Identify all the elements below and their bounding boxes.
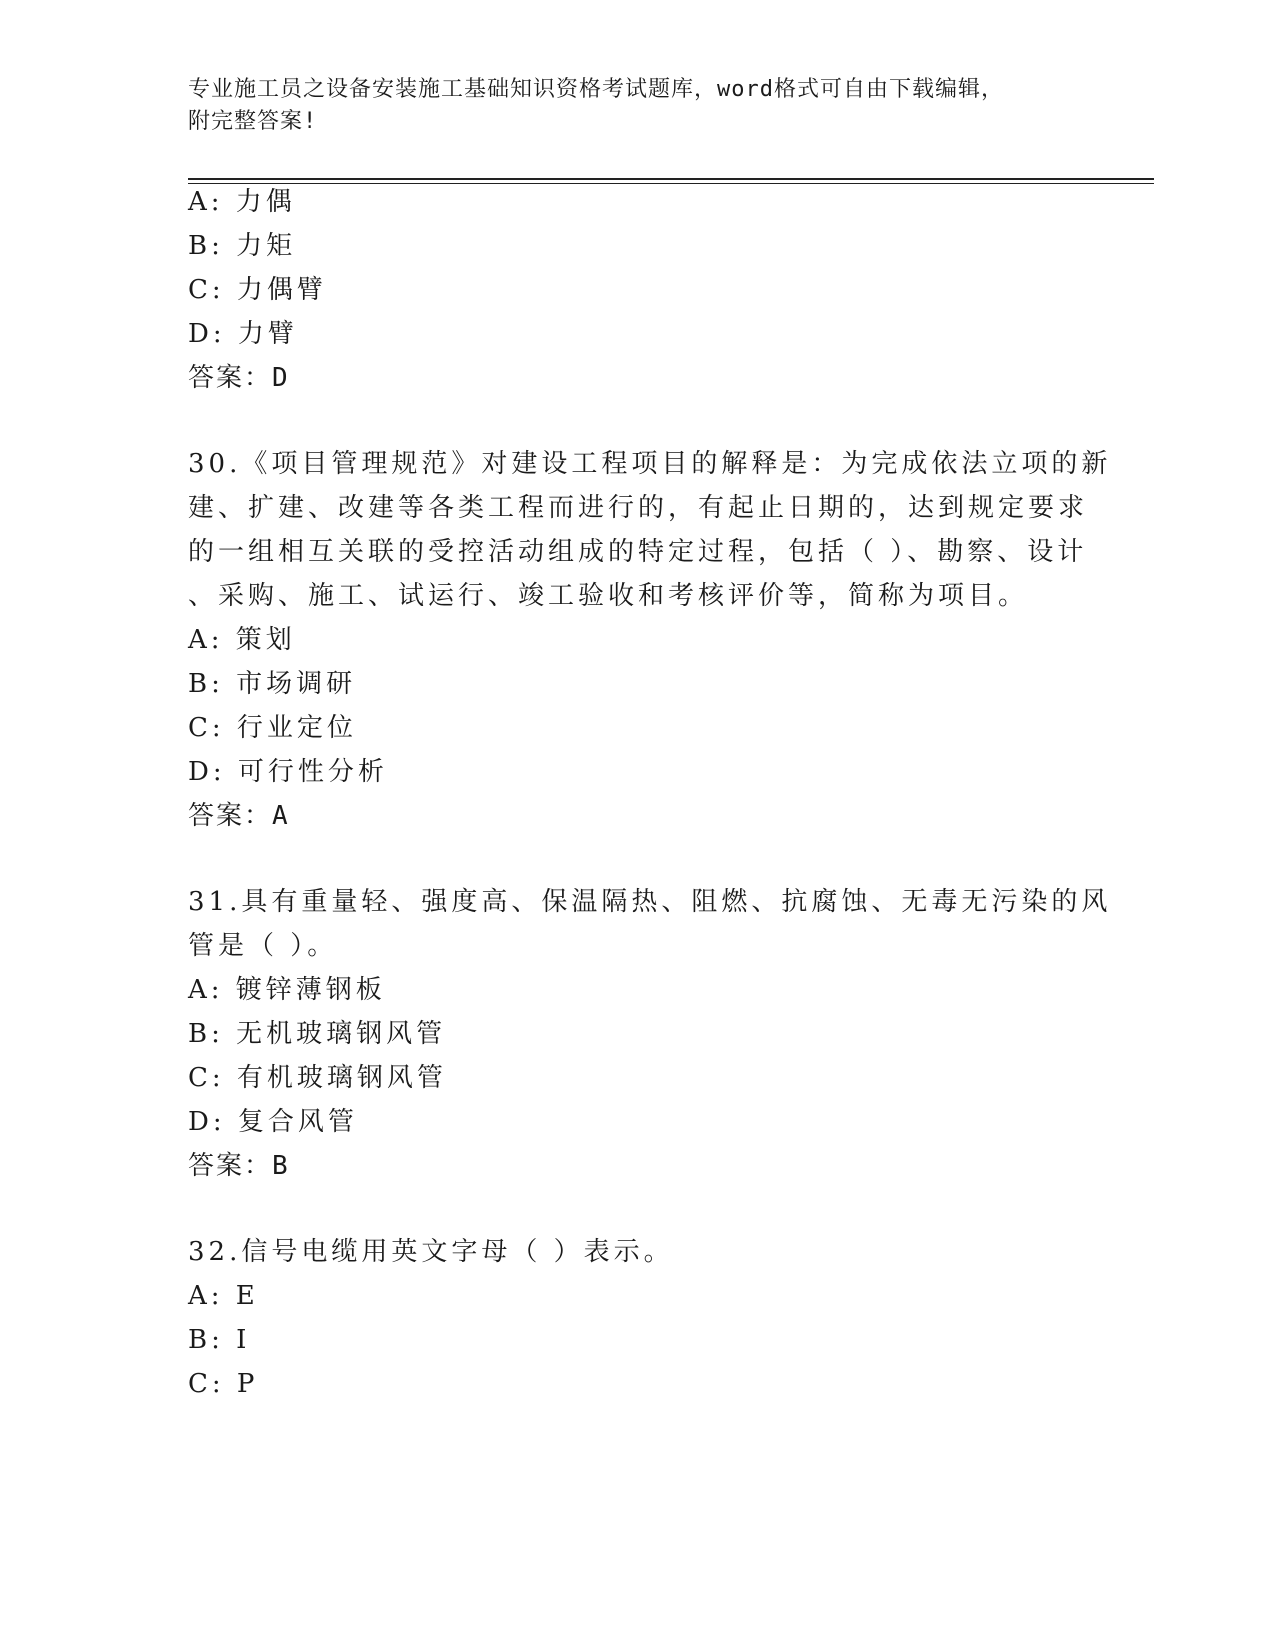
q30-answer [188,796,290,836]
q29-answer-value: D [272,363,290,393]
q30-stem-line-3: 的一组相互关联的受控活动组成的特定过程，包括（ ）、勘察、设计 [188,537,1088,567]
q30-stem-line-4: 、采购、施工、试运行、竣工验收和考核评价等，简称为项目。 [188,581,1029,611]
q31-option-c: C: 有机玻璃钢风管 [188,1063,447,1093]
header-rule-thin [188,183,1154,184]
q30-option-a: A: 策划 [188,625,296,655]
q31-answer [188,1146,290,1186]
q29-answer-label: 答案： [188,363,273,393]
q30-stem-line-2: 建、扩建、改建等各类工程而进行的，有起止日期的，达到规定要求 [188,493,1089,523]
header-line-1: 专业施工员之设备安装施工基础知识资格考试题库，word格式可自由下载编辑， [188,77,1004,102]
q29-answer [188,358,290,398]
q30-stem-line-1: 30.《项目管理规范》对建设工程项目的解释是：为完成依法立项的新 [188,449,1112,479]
q30-answer-label: 答案： [188,801,273,831]
q29-option-b: B: 力矩 [188,231,297,261]
q31-answer-label: 答案： [188,1151,273,1181]
document-header [188,74,1088,138]
q30-option-d: D: 可行性分析 [188,757,388,787]
q30-answer-value: A [272,801,290,831]
q32-option-b: B: I [188,1325,251,1355]
q31-answer-value: B [272,1151,290,1181]
header-line-2: 附完整答案! [188,109,318,134]
q32-option-a: A: E [188,1281,259,1311]
q31-option-a: A: 镀锌薄钢板 [188,975,386,1005]
q32-stem-line-1: 32.信号电缆用英文字母（ ）表示。 [188,1237,674,1267]
q29-option-c: C: 力偶臂 [188,275,327,305]
header-rule [188,178,1154,180]
q32-option-c: C: P [188,1369,259,1399]
q31-stem-line-2: 管是（ ）。 [188,931,338,961]
q31-option-b: B: 无机玻璃钢风管 [188,1019,447,1049]
q29-option-a: A: 力偶 [188,187,296,217]
q29-option-d: D: 力臂 [188,319,298,349]
q30-option-b: B: 市场调研 [188,669,357,699]
q30-option-c: C: 行业定位 [188,713,357,743]
q31-stem-line-1: 31.具有重量轻、强度高、保温隔热、阻燃、抗腐蚀、无毒无污染的风 [188,887,1112,917]
q31-option-d: D: 复合风管 [188,1107,358,1137]
